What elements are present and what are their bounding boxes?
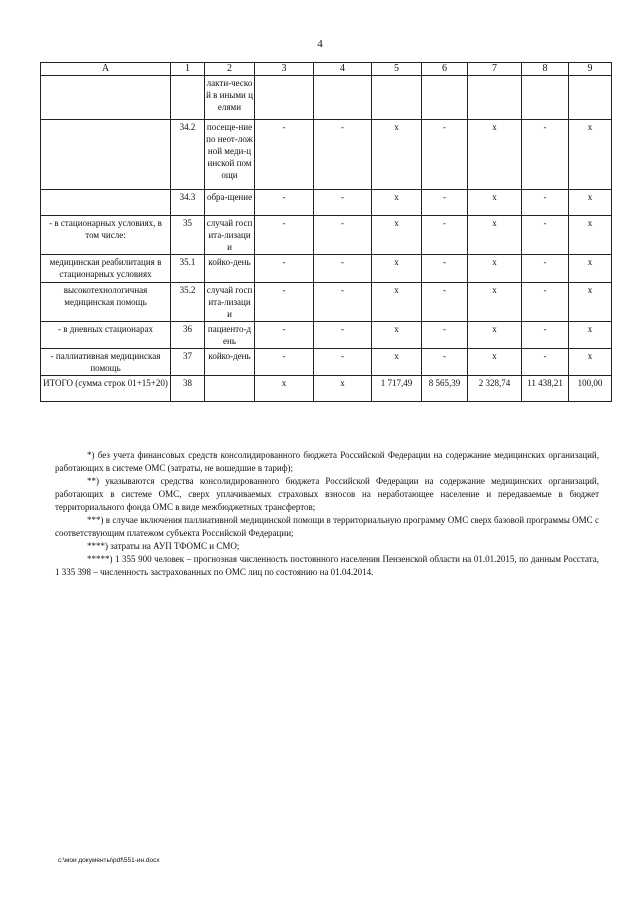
table-row bbox=[41, 76, 612, 120]
table-cell: х bbox=[468, 190, 522, 216]
footnote: **) указываются средства консолидированного бюджета Российской Федерации на содержание медицинских организаций, работающих в системе ОМС, сверх уплачиваемых страховых взносов на неработающее население и передаваемые в бюджет территориального фонда ОМС в виде межбюджетных трансфертов; bbox=[55, 476, 599, 512]
table-cell: - bbox=[422, 349, 468, 376]
table-cell: - в дневных стационарах bbox=[41, 322, 171, 349]
table-cell: х bbox=[372, 190, 422, 216]
table-cell: х bbox=[569, 322, 612, 349]
table-cell bbox=[522, 76, 569, 120]
table-row bbox=[41, 120, 612, 190]
table-row bbox=[41, 283, 612, 322]
header-cell: 4 bbox=[314, 63, 372, 76]
table-cell: случай госпита-лизации bbox=[205, 216, 255, 255]
table-cell: 35 bbox=[171, 216, 205, 255]
header-cell: 2 bbox=[205, 63, 255, 76]
table-cell: х bbox=[468, 120, 522, 190]
table-cell: х bbox=[255, 376, 314, 402]
table-cell: х bbox=[372, 283, 422, 322]
table-cell: х bbox=[314, 376, 372, 402]
table-cell: х bbox=[569, 349, 612, 376]
table-cell: - bbox=[522, 216, 569, 255]
table-cell: х bbox=[372, 216, 422, 255]
header-cell: 8 bbox=[522, 63, 569, 76]
table-cell bbox=[255, 76, 314, 120]
table-cell: - bbox=[314, 120, 372, 190]
table-cell: - bbox=[522, 322, 569, 349]
table-row bbox=[41, 322, 612, 349]
table-cell: койко-день bbox=[205, 255, 255, 283]
table-cell: - bbox=[522, 255, 569, 283]
table-cell: х bbox=[372, 322, 422, 349]
table-cell: 100,00 bbox=[569, 376, 612, 402]
table-cell: х bbox=[569, 120, 612, 190]
table-cell: 36 bbox=[171, 322, 205, 349]
table-cell: х bbox=[372, 120, 422, 190]
table-cell: 1 717,49 bbox=[372, 376, 422, 402]
footnotes bbox=[55, 449, 599, 579]
table-cell: х bbox=[468, 216, 522, 255]
table-cell bbox=[372, 76, 422, 120]
table-row bbox=[41, 190, 612, 216]
table-cell bbox=[569, 76, 612, 120]
cost-table bbox=[40, 62, 612, 402]
table-cell: 38 bbox=[171, 376, 205, 402]
table-cell: 35.2 bbox=[171, 283, 205, 322]
table-cell: койко-день bbox=[205, 349, 255, 376]
table-row bbox=[41, 255, 612, 283]
table-cell: х bbox=[468, 322, 522, 349]
table-cell: - bbox=[522, 283, 569, 322]
table-cell: - bbox=[255, 255, 314, 283]
table-cell: х bbox=[569, 216, 612, 255]
header-cell: 6 bbox=[422, 63, 468, 76]
table-cell bbox=[41, 120, 171, 190]
header-cell: 1 bbox=[171, 63, 205, 76]
table-cell: - bbox=[422, 255, 468, 283]
table-cell: высокотехнологичная медицинская помощь bbox=[41, 283, 171, 322]
table-cell: 8 565,39 bbox=[422, 376, 468, 402]
table-cell bbox=[41, 76, 171, 120]
table-cell: х bbox=[569, 255, 612, 283]
table-cell: случай госпита-лизации bbox=[205, 283, 255, 322]
table-cell bbox=[422, 76, 468, 120]
table-cell: - bbox=[422, 190, 468, 216]
header-cell: А bbox=[41, 63, 171, 76]
table-cell: - bbox=[314, 190, 372, 216]
table-cell: - bbox=[255, 216, 314, 255]
table-cell: 2 328,74 bbox=[468, 376, 522, 402]
table-cell: х bbox=[468, 255, 522, 283]
table-cell: 35.1 bbox=[171, 255, 205, 283]
table-cell: 11 438,21 bbox=[522, 376, 569, 402]
footnote: ***) в случае включения паллиативной медицинской помощи в территориальную программу ОМС сверх базовой программы ОМС с соответствующим платежом субъекта Российской Федерации; bbox=[55, 515, 599, 538]
table-cell: - bbox=[422, 283, 468, 322]
table-cell: - bbox=[422, 216, 468, 255]
table-cell bbox=[171, 76, 205, 120]
table-cell: - bbox=[314, 255, 372, 283]
table-cell: ИТОГО (сумма строк 01+15+20) bbox=[41, 376, 171, 402]
table-cell: - в стационарных условиях, в том числе: bbox=[41, 216, 171, 255]
header-cell: 7 bbox=[468, 63, 522, 76]
table-cell: - паллиативная медицинская помощь bbox=[41, 349, 171, 376]
table-cell: - bbox=[314, 322, 372, 349]
table-row bbox=[41, 216, 612, 255]
table-cell: х bbox=[372, 255, 422, 283]
table-cell: - bbox=[314, 283, 372, 322]
table-cell: - bbox=[522, 120, 569, 190]
table-cell: - bbox=[255, 283, 314, 322]
table-cell: х bbox=[569, 190, 612, 216]
table-cell bbox=[205, 376, 255, 402]
table-row bbox=[41, 376, 612, 402]
table-cell: х bbox=[468, 349, 522, 376]
page-number: 4 bbox=[317, 38, 323, 50]
table-cell: пациенто-день bbox=[205, 322, 255, 349]
table-cell: - bbox=[422, 120, 468, 190]
table-cell: х bbox=[468, 283, 522, 322]
table-cell: 34.2 bbox=[171, 120, 205, 190]
table-cell: х bbox=[569, 283, 612, 322]
header-cell: 9 bbox=[569, 63, 612, 76]
table-cell: лакти-ческой в иными целями bbox=[205, 76, 255, 120]
table-cell: - bbox=[314, 216, 372, 255]
table-cell: - bbox=[255, 190, 314, 216]
table-cell: - bbox=[255, 120, 314, 190]
table-cell: - bbox=[422, 322, 468, 349]
header-cell: 3 bbox=[255, 63, 314, 76]
table-cell: 34.3 bbox=[171, 190, 205, 216]
header-row bbox=[41, 63, 612, 76]
footnote: *****) 1 355 900 человек – прогнозная численность постоянного населения Пензенской области на 01.01.2015, по данным Росстата, 1 335 398 – численность застрахованных по ОМС лиц по состоянию на 01.04.2014. bbox=[55, 554, 599, 577]
table-cell: 37 bbox=[171, 349, 205, 376]
table-cell: - bbox=[522, 190, 569, 216]
table-cell: медицинская реабилитация в стационарных условиях bbox=[41, 255, 171, 283]
table-cell: посеще-ние по неот-ложной меди-цинской помощи bbox=[205, 120, 255, 190]
table-cell bbox=[468, 76, 522, 120]
table-cell: х bbox=[372, 349, 422, 376]
footnote: *) без учета финансовых средств консолидированного бюджета Российской Федерации на содержание медицинских организаций, работающих в системе ОМС (затраты, не вошедшие в тариф); bbox=[55, 450, 599, 473]
footnote: ****) затраты на АУП ТФОМС и СМО; bbox=[87, 541, 240, 551]
file-path-footer: c:\мои документы\pdf\551-ин.docx bbox=[58, 857, 160, 864]
table-cell: - bbox=[522, 349, 569, 376]
table-cell: - bbox=[314, 349, 372, 376]
header-cell: 5 bbox=[372, 63, 422, 76]
table-cell bbox=[41, 190, 171, 216]
table-cell: обра-щение bbox=[205, 190, 255, 216]
table-row bbox=[41, 349, 612, 376]
table-cell bbox=[314, 76, 372, 120]
table-cell: - bbox=[255, 349, 314, 376]
table-cell: - bbox=[255, 322, 314, 349]
